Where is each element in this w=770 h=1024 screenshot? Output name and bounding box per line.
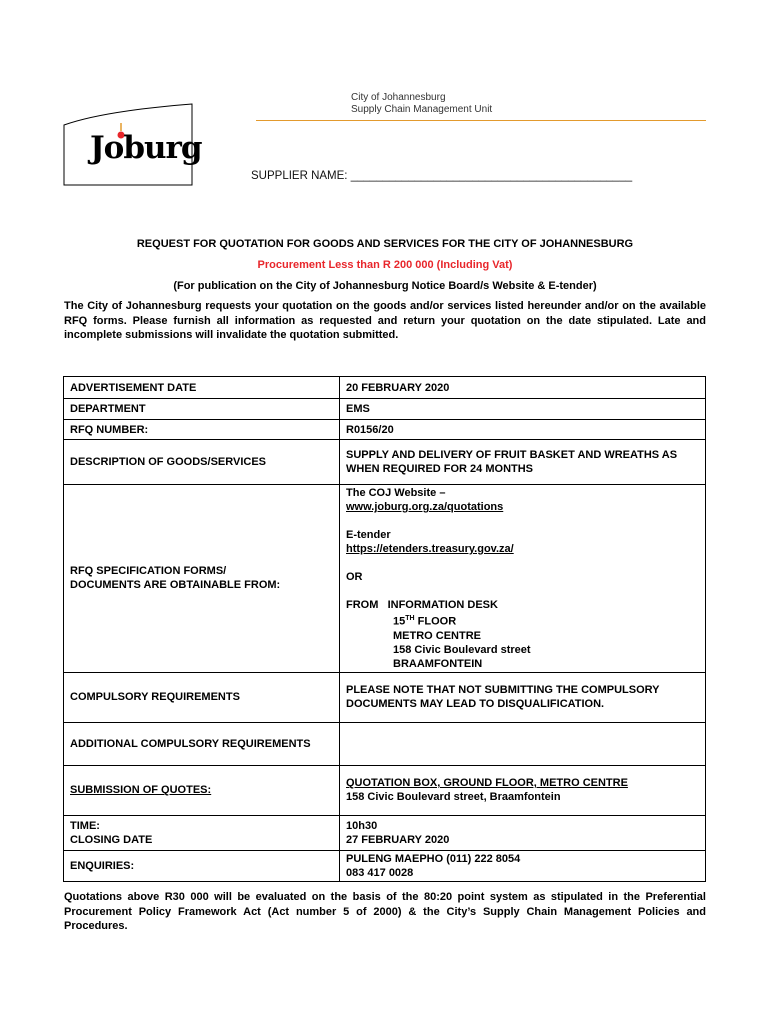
- submission-label: SUBMISSION OF QUOTES:: [64, 765, 340, 815]
- document-title: REQUEST FOR QUOTATION FOR GOODS AND SERVICES FOR THE CITY OF JOHANNESBURG: [136, 238, 634, 250]
- or-label: OR: [346, 571, 363, 583]
- org-unit: Supply Chain Management Unit: [351, 104, 493, 115]
- closing-date-value: 27 FEBRUARY 2020: [346, 833, 450, 846]
- compulsory-label: COMPULSORY REQUIREMENTS: [64, 672, 340, 722]
- intro-paragraph: The City of Johannesburg requests your quotation on the goods and/or services listed hereunder and/or on the available RFQ forms. Please furnish all information as requested and return your quotation on the date stipulated. Late and incomplete submissions will invalidate the quotation submitted.: [64, 300, 706, 341]
- address-line-2: [346, 612, 699, 629]
- rfq-details-table: [63, 376, 706, 882]
- table-row: [64, 399, 706, 420]
- spec-forms-label-line1: RFQ SPECIFICATION FORMS/: [70, 565, 227, 578]
- etender-label: E-tender: [346, 529, 391, 541]
- table-row: [64, 850, 706, 881]
- time-closing-value: [340, 815, 706, 850]
- floor-suffix: TH: [405, 615, 415, 622]
- rfq-number-label: RFQ NUMBER:: [64, 420, 340, 440]
- submission-location: QUOTATION BOX, GROUND FLOOR, METRO CENTRE: [346, 777, 628, 790]
- department-value: EMS: [340, 399, 706, 420]
- org-header: [351, 92, 492, 116]
- table-row: [64, 765, 706, 815]
- procurement-threshold: Procurement Less than R 200 000 (Including Vat): [257, 259, 513, 271]
- description-value: SUPPLY AND DELIVERY OF FRUIT BASKET AND WREATHS AS WHEN REQUIRED FOR 24 MONTHS: [340, 440, 706, 485]
- coj-website-link[interactable]: www.joburg.org.za/quotations: [346, 501, 504, 513]
- enquiries-contact: PULENG MAEPHO (011) 222 8054: [346, 852, 521, 865]
- time-value: 10h30: [346, 819, 378, 832]
- enquiries-phone: 083 417 0028: [346, 866, 414, 879]
- table-row: [64, 420, 706, 440]
- from-label: FROM: [346, 599, 379, 611]
- department-label: DEPARTMENT: [64, 399, 340, 420]
- advert-date-value: 20 FEBRUARY 2020: [340, 377, 706, 399]
- table-row: [64, 722, 706, 765]
- floor-number: 15: [393, 615, 406, 628]
- table-row: [64, 815, 706, 850]
- floor-word: FLOOR: [414, 615, 457, 628]
- org-name: City of Johannesburg: [351, 92, 446, 103]
- coj-website-label: The COJ Website –: [346, 487, 446, 499]
- additional-compulsory-label: ADDITIONAL COMPULSORY REQUIREMENTS: [64, 722, 340, 765]
- closing-date-label: CLOSING DATE: [70, 833, 153, 846]
- spec-forms-value: [340, 485, 706, 673]
- enquiries-value: [340, 850, 706, 881]
- spec-forms-label-line2: DOCUMENTS ARE OBTAINABLE FROM:: [70, 579, 281, 592]
- time-closing-label: [64, 815, 340, 850]
- submission-address: 158 Civic Boulevard street, Braamfontein: [346, 791, 561, 804]
- publication-note: (For publication on the City of Johannesburg Notice Board/s Website & E-tender): [173, 280, 597, 292]
- address-line-3: METRO CENTRE: [393, 629, 481, 642]
- table-row: [64, 672, 706, 722]
- table-row: [64, 485, 706, 673]
- address-line-4: 158 Civic Boulevard street: [393, 643, 531, 656]
- supplier-name-field[interactable]: SUPPLIER NAME: ____________________________________________: [251, 170, 633, 182]
- table-row: [64, 377, 706, 399]
- logo-wordmark: Joburg: [90, 130, 202, 166]
- time-label: TIME:: [70, 819, 100, 832]
- spec-forms-label: [64, 485, 340, 673]
- rfq-number-value: R0156/20: [340, 420, 706, 440]
- information-desk: INFORMATION DESK: [387, 599, 498, 611]
- enquiries-label: ENQUIRIES:: [64, 850, 340, 881]
- description-label: DESCRIPTION OF GOODS/SERVICES: [64, 440, 340, 485]
- joburg-logo: [63, 103, 202, 186]
- evaluation-note: Quotations above R30 000 will be evaluated on the basis of the 80:20 point system as stipulated in the Preferential Procurement Policy Framework Act (Act number 5 of 2000) & the City’s Supply Chain Management Policies and Procedures.: [64, 891, 706, 932]
- header-divider: [256, 120, 706, 121]
- additional-compulsory-value: [340, 722, 706, 765]
- submission-value: [340, 765, 706, 815]
- table-row: [64, 440, 706, 485]
- address-line-1: [346, 598, 699, 612]
- advert-date-label: ADVERTISEMENT DATE: [64, 377, 340, 399]
- address-line-5: BRAAMFONTEIN: [393, 657, 483, 670]
- compulsory-value: PLEASE NOTE THAT NOT SUBMITTING THE COMPULSORY DOCUMENTS MAY LEAD TO DISQUALIFICATION.: [340, 672, 706, 722]
- etender-link[interactable]: https://etenders.treasury.gov.za/: [346, 543, 514, 555]
